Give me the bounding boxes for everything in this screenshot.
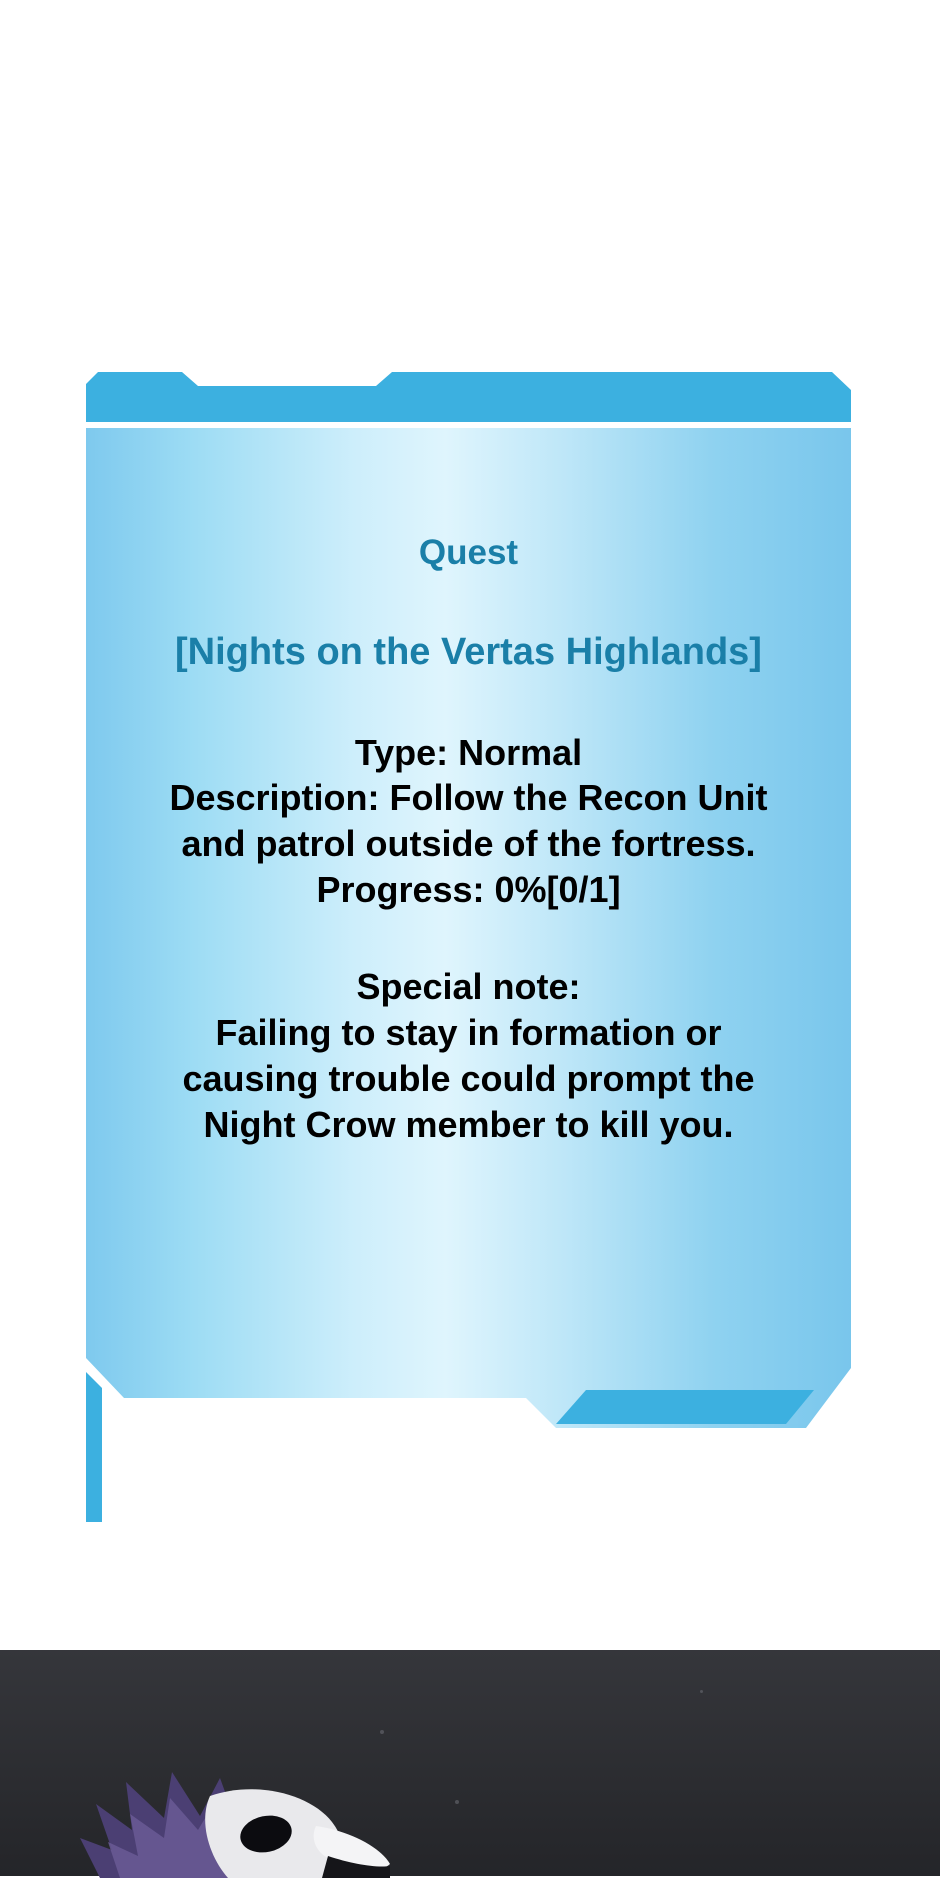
night-crow-character [60, 1718, 390, 1878]
dust-speck [700, 1690, 703, 1693]
quest-note-heading: Special note: [356, 966, 581, 1008]
crow-mask [205, 1789, 390, 1878]
quest-window-header [86, 372, 851, 422]
quest-detail-progress: Progress: 0%[0/1] [316, 868, 621, 910]
dust-speck [455, 1800, 459, 1804]
quest-detail-type: Type: Normal [354, 731, 583, 773]
quest-window-content [86, 428, 851, 1428]
quest-note-line3: Night Crow member to kill you. [203, 1103, 734, 1145]
quest-heading: Quest [418, 533, 519, 572]
quest-detail-description-line1: Description: Follow the Recon Unit [169, 777, 768, 819]
quest-title: [Nights on the Vertas Highlands] [175, 631, 762, 673]
quest-detail-description-line2: and patrol outside of the fortress. [181, 823, 756, 865]
quest-note-line2: causing trouble could prompt the [182, 1057, 755, 1099]
quest-details [86, 730, 851, 913]
quest-special-note [86, 964, 851, 1147]
quest-note-line1: Failing to stay in formation or [215, 1012, 722, 1054]
quest-window [86, 372, 851, 1457]
